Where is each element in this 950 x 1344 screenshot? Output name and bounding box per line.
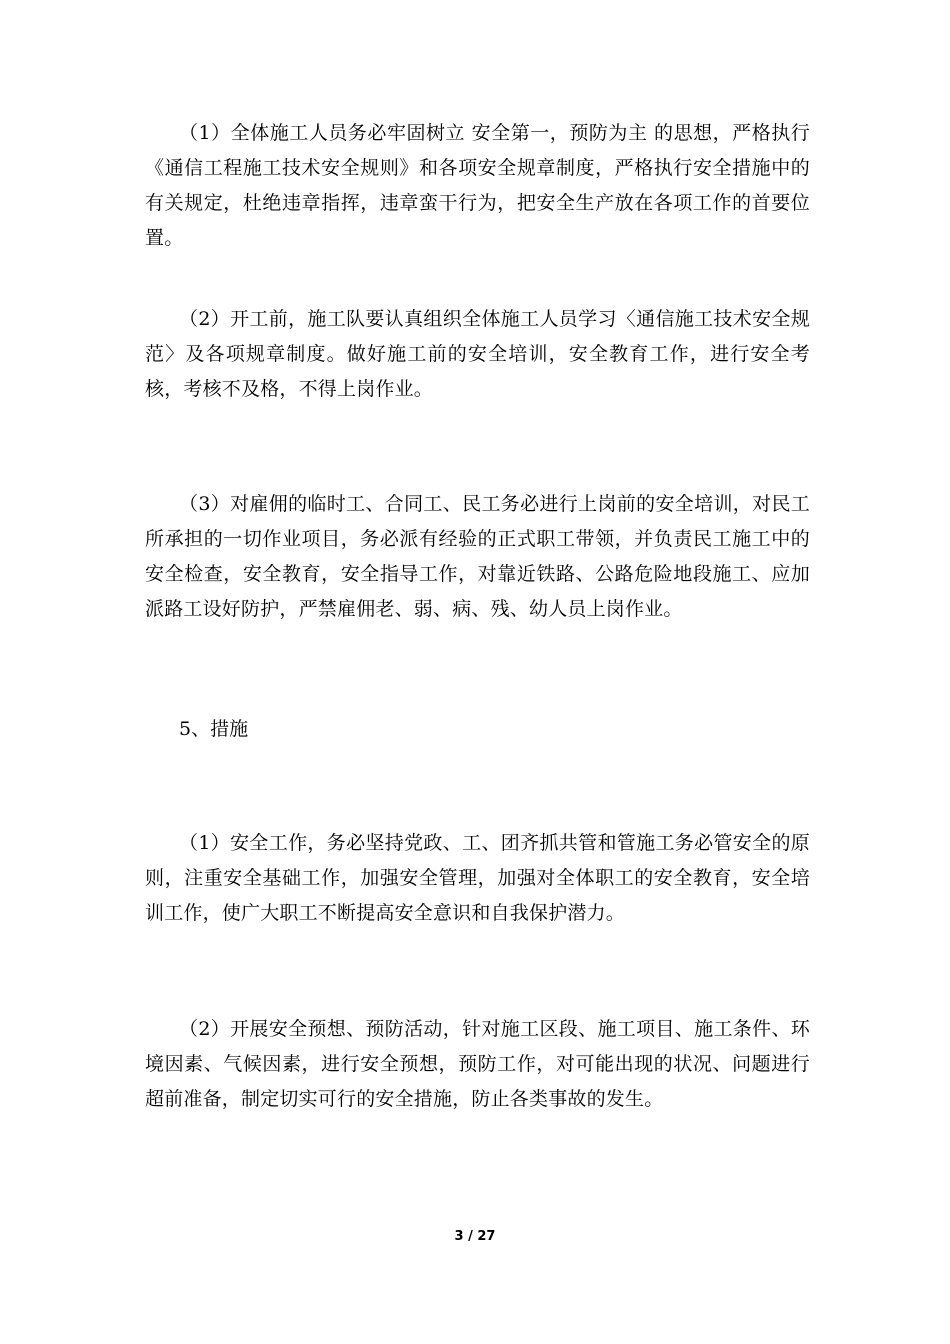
paragraph-temporary-workers: （3）对雇佣的临时工、合同工、民工务必进行上岗前的安全培训，对民工所承担的一切作业项目，务必派有经验的正式职工带领，并负责民工施工中的安全检查，安全教育，安全指导工作，对靠近铁路、公路危险地段施工、应加派路工设好防护，严禁雇佣老、弱、病、残、幼人员上岗作业。 [145,493,810,620]
paragraph-safety-principles: （1）安全工作，务必坚持党政、工、团齐抓共管和管施工务必管安全的原则，注重安全基础工作，加强安全管理，加强对全体职工的安全教育，安全培训工作，使广大职工不断提高安全意识和自我保护潜力。 [145,832,810,924]
page-number: 3 / 27 [454,1229,496,1244]
paragraph-pre-work-training: （2）开工前，施工队要认真组织全体施工人员学习〈通信施工技术安全规范〉及各项规章制度。做好施工前的安全培训，安全教育工作，进行安全考核，考核不及格，不得上岗作业。 [145,308,810,400]
paragraph-safety-first: （1）全体施工人员务必牢固树立 安全第一，预防为主 的思想，严格执行《通信工程施工技术安全规则》和各项安全规章制度，严格执行安全措施中的有关规定，杜绝违章指挥，违章蛮干行为，把安全生产放在各项工作的首要位置。 [145,122,810,249]
section-heading-measures: 5、措施 [179,718,249,740]
paragraph-safety-prevention: （2）开展安全预想、预防活动，针对施工区段、施工项目、施工条件、环境因素、气候因素，进行安全预想，预防工作，对可能出现的状况、问题进行超前准备，制定切实可行的安全措施，防止各类事故的发生。 [145,1018,810,1110]
